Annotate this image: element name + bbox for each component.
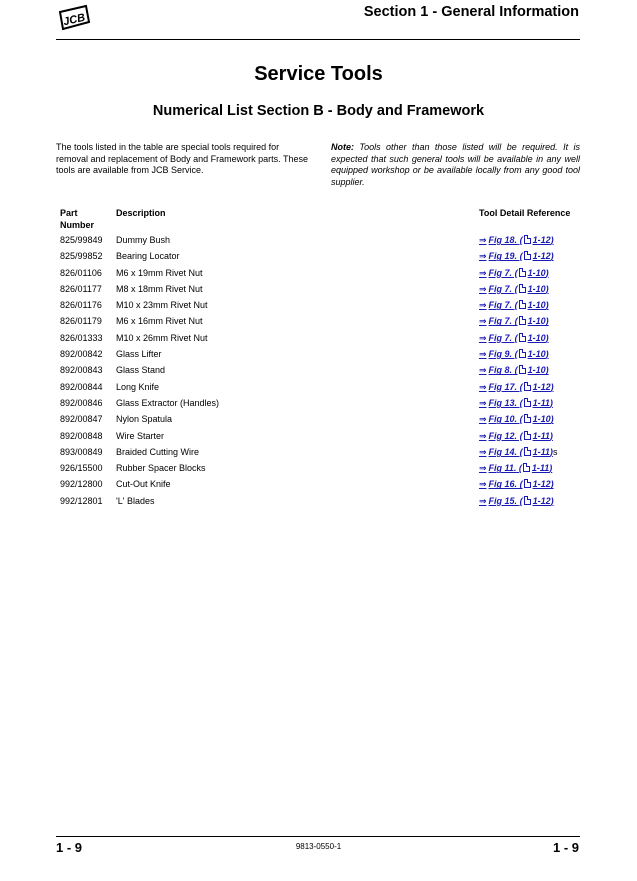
part-number: 926/15500 — [60, 463, 103, 474]
description: M10 x 23mm Rivet Nut — [116, 300, 208, 311]
arrow-right-icon: ⇒ — [479, 397, 487, 408]
page-icon — [524, 496, 531, 505]
figure-label: Fig 12. — [488, 430, 518, 441]
figure-label: Fig 11. — [488, 463, 517, 474]
page-number-right: 1 - 9 — [552, 840, 579, 855]
figure-reference-link[interactable]: ⇒ Fig 15. ( 1-12) — [479, 495, 554, 506]
arrow-right-icon: ⇒ — [479, 349, 487, 360]
figure-label: Fig 19. — [488, 251, 518, 262]
part-number: 892/00848 — [60, 430, 103, 441]
part-number: 892/00842 — [60, 349, 103, 360]
table-row — [0, 496, 637, 512]
page-reference: 1-10 — [527, 332, 546, 343]
part-number: 992/12801 — [60, 495, 103, 506]
figure-reference-link[interactable]: ⇒ Fig 7. ( 1-10) — [479, 267, 549, 278]
figure-reference-link[interactable]: ⇒ Fig 7. ( 1-10) — [479, 300, 549, 311]
figure-label: Fig 7. — [488, 316, 513, 327]
header-part-number: Part Number — [60, 208, 95, 230]
figure-label: Fig 16. — [488, 479, 518, 490]
figure-label: Fig 14. — [488, 446, 518, 457]
page-icon — [519, 268, 526, 277]
table-row — [0, 479, 637, 495]
description: Long Knife — [116, 381, 160, 392]
page-reference: 1-11 — [532, 430, 550, 441]
figure-label: Fig 9. — [488, 349, 513, 360]
figure-reference-link[interactable]: ⇒ Fig 18. ( 1-12) — [479, 235, 554, 245]
table-row — [0, 349, 637, 365]
figure-reference-link[interactable]: ⇒ Fig 11. ( 1-11) — [479, 463, 553, 474]
description: Bearing Locator — [116, 251, 180, 262]
page-number-left: 1 - 9 — [56, 840, 83, 855]
tools-table — [0, 235, 637, 512]
section-title: Section 1 - General Information — [363, 4, 579, 20]
page-reference: 1-10 — [527, 349, 546, 360]
page-reference: 1-12 — [532, 495, 551, 506]
table-row — [0, 284, 637, 300]
arrow-right-icon: ⇒ — [479, 283, 487, 294]
footer-divider — [56, 836, 580, 837]
page-reference: 1-10 — [527, 300, 546, 311]
figure-label: Fig 7. — [488, 332, 513, 343]
page-icon — [523, 463, 530, 472]
arrow-right-icon: ⇒ — [479, 365, 487, 376]
table-row — [0, 235, 637, 251]
arrow-right-icon: ⇒ — [479, 414, 487, 425]
table-row — [0, 268, 637, 284]
page-icon — [524, 382, 531, 391]
figure-reference-link[interactable]: ⇒ Fig 8. ( 1-10) — [479, 365, 549, 376]
figure-label: Fig 18. — [488, 235, 518, 245]
header-divider — [56, 39, 580, 40]
page-icon — [519, 349, 526, 358]
description: 'L' Blades — [116, 495, 155, 506]
page-reference: 1-10 — [527, 316, 546, 327]
part-number: 825/99849 — [60, 235, 103, 245]
part-number: 825/99852 — [60, 251, 103, 262]
description: Dummy Bush — [116, 235, 171, 245]
figure-label: Fig 15. — [488, 495, 518, 506]
description: Glass Stand — [116, 365, 166, 376]
arrow-right-icon: ⇒ — [479, 251, 487, 262]
arrow-right-icon: ⇒ — [479, 463, 487, 474]
part-number: 826/01176 — [60, 300, 102, 311]
page-icon — [519, 365, 526, 374]
part-number: 826/01177 — [60, 283, 102, 294]
description: Cut-Out Knife — [116, 479, 171, 490]
page-reference: 1-12 — [532, 251, 551, 262]
page-reference: 1-12 — [532, 235, 551, 245]
page-icon — [524, 447, 531, 456]
table-row — [0, 398, 637, 414]
page-title: Service Tools — [254, 63, 383, 85]
page-reference: 1-10 — [527, 267, 546, 278]
figure-reference-link[interactable]: ⇒ Fig 9. ( 1-10) — [479, 349, 549, 360]
document-number: 9813-0550-1 — [295, 842, 342, 851]
table-row — [0, 333, 637, 349]
figure-label: Fig 13. — [488, 397, 518, 408]
page-reference: 1-11 — [532, 446, 550, 457]
description: Glass Extractor (Handles) — [116, 397, 220, 408]
reference-suffix: s — [553, 446, 558, 457]
description: Glass Lifter — [116, 349, 162, 360]
part-number: 826/01106 — [60, 267, 102, 278]
arrow-right-icon: ⇒ — [479, 446, 487, 457]
page-icon — [524, 479, 531, 488]
intro-paragraph: The tools listed in the table are special tools required for removal and replacement of Body and Framework parts. These tools are available from JCB Service. — [56, 142, 308, 175]
arrow-right-icon: ⇒ — [479, 316, 487, 327]
part-number: 892/00847 — [60, 414, 103, 425]
page-icon — [519, 300, 526, 309]
description: M6 x 19mm Rivet Nut — [116, 267, 203, 278]
figure-reference-link[interactable]: ⇒ Fig 17. ( 1-12) — [479, 381, 554, 392]
part-number: 892/00843 — [60, 365, 103, 376]
table-row — [0, 414, 637, 430]
part-number: 892/00846 — [60, 397, 103, 408]
note-label: Note: — [331, 142, 354, 152]
figure-reference-link[interactable]: ⇒ Fig 12. ( 1-11) — [479, 430, 553, 441]
table-row — [0, 431, 637, 447]
figure-reference-link[interactable]: ⇒ Fig 14. ( 1-11) — [479, 446, 553, 457]
arrow-right-icon: ⇒ — [479, 430, 487, 441]
page-reference: 1-10 — [527, 365, 546, 376]
description: M10 x 26mm Rivet Nut — [116, 332, 208, 343]
figure-reference-link[interactable]: ⇒ Fig 19. ( 1-12) — [479, 251, 554, 262]
description: Wire Starter — [116, 430, 165, 441]
figure-label: Fig 7. — [488, 283, 513, 294]
arrow-right-icon: ⇒ — [479, 235, 487, 245]
page-icon — [524, 251, 531, 260]
figure-reference-link[interactable]: ⇒ Fig 7. ( 1-10) — [479, 316, 549, 327]
figure-label: Fig 7. — [488, 300, 513, 311]
figure-reference-link[interactable]: ⇒ Fig 16. ( 1-12) — [479, 479, 554, 490]
part-number: 826/01179 — [60, 316, 102, 327]
page-reference: 1-10 — [532, 414, 551, 425]
page-icon — [519, 316, 526, 325]
description: M8 x 18mm Rivet Nut — [116, 283, 203, 294]
table-row — [0, 463, 637, 479]
figure-reference-link[interactable]: ⇒ Fig 7. ( 1-10) — [479, 332, 549, 343]
table-row — [0, 251, 637, 267]
page-icon — [524, 398, 531, 407]
figure-reference-link[interactable]: ⇒ Fig 13. ( 1-11) — [479, 397, 553, 408]
figure-label: Fig 17. — [488, 381, 518, 392]
figure-reference-link[interactable]: ⇒ Fig 10. ( 1-10) — [479, 414, 554, 425]
sub-title: Numerical List Section B - Body and Framework — [152, 103, 485, 119]
header-description: Description — [116, 208, 166, 218]
arrow-right-icon: ⇒ — [479, 267, 487, 278]
table-row — [0, 300, 637, 316]
logo-text: JCB — [62, 11, 87, 29]
figure-label: Fig 7. — [488, 267, 513, 278]
table-row — [0, 365, 637, 381]
page-reference: 1-12 — [532, 479, 551, 490]
page-icon — [519, 333, 526, 342]
page-reference: 1-11 — [532, 397, 550, 408]
header-tool-detail-reference: Tool Detail Reference — [479, 208, 571, 218]
table-row — [0, 382, 637, 398]
page-reference: 1-11 — [531, 463, 550, 474]
page-reference: 1-12 — [532, 381, 551, 392]
arrow-right-icon: ⇒ — [479, 381, 487, 392]
arrow-right-icon: ⇒ — [479, 300, 487, 311]
page-icon — [524, 235, 531, 244]
jcb-logo — [56, 4, 92, 32]
page-icon — [524, 414, 531, 423]
figure-reference-link[interactable]: ⇒ Fig 7. ( 1-10) — [479, 283, 549, 294]
note-paragraph — [331, 142, 580, 188]
description: Rubber Spacer Blocks — [116, 463, 206, 474]
page-reference: 1-10 — [527, 283, 546, 294]
arrow-right-icon: ⇒ — [479, 495, 487, 506]
description: M6 x 16mm Rivet Nut — [116, 316, 203, 327]
figure-label: Fig 10. — [488, 414, 518, 425]
part-number: 893/00849 — [60, 446, 103, 457]
part-number: 826/01333 — [60, 332, 103, 343]
figure-label: Fig 8. — [488, 365, 513, 376]
table-row — [0, 447, 637, 463]
description: Nylon Spatula — [116, 414, 173, 425]
page-icon — [519, 284, 526, 293]
note-text: Tools other than those listed will be required. It is expected that such general tools will be available in any well equipped workshop or be available locally from any good tool supplier. — [331, 142, 580, 187]
description: Braided Cutting Wire — [116, 446, 200, 457]
part-number: 992/12800 — [60, 479, 103, 490]
part-number: 892/00844 — [60, 381, 103, 392]
table-row — [0, 316, 637, 332]
page-icon — [524, 431, 531, 440]
arrow-right-icon: ⇒ — [479, 479, 487, 490]
jcb-logo-icon — [56, 4, 92, 32]
arrow-right-icon: ⇒ — [479, 332, 487, 343]
